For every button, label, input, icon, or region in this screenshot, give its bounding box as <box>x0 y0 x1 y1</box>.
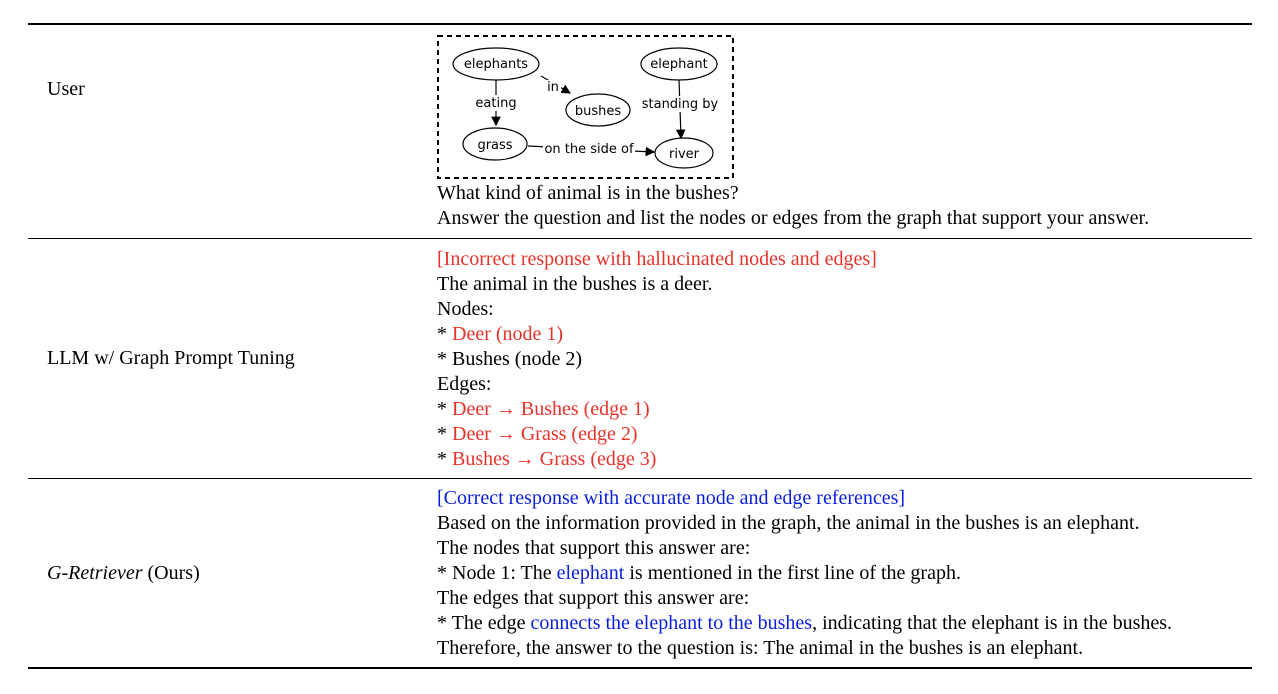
gretriever-line-6: Therefore, the answer to the question is: The animal in the bushes is an elephant. <box>437 637 1084 659</box>
node-elephant <box>641 48 717 80</box>
llm-node-2: * Bushes (node 2) <box>437 348 582 370</box>
llm-edge-2: * Deer → Grass (edge 2) <box>437 423 638 445</box>
gretriever-response <box>437 486 1172 661</box>
row-label-gretriever: G-Retriever (Ours) <box>47 562 200 584</box>
llm-edge-3: * Bushes → Grass (edge 3) <box>437 448 657 470</box>
llm-edges-header: Edges: <box>437 373 492 395</box>
svg-text:bushes: bushes <box>574 104 622 119</box>
llm-node-1: * Deer (node 1) <box>437 323 564 345</box>
node-grass <box>463 128 527 160</box>
node-bushes <box>566 94 630 126</box>
user-question: What kind of animal is in the bushes? <box>437 182 739 204</box>
svg-text:grass: grass <box>477 138 513 153</box>
row-divider-1 <box>28 238 1252 239</box>
edge-label-eating: eating <box>475 96 517 111</box>
llm-response-tag: [Incorrect response with hallucinated nodes and edges] <box>437 248 877 270</box>
gretriever-line-4: The edges that support this answer are: <box>437 587 750 609</box>
gretriever-line-1: Based on the information provided in the graph, the animal in the bushes is an elephant. <box>437 512 1140 534</box>
gretriever-line-2: The nodes that support this answer are: <box>437 537 751 559</box>
svg-text:elephants: elephants <box>463 57 529 72</box>
node-elephants <box>453 48 539 80</box>
llm-answer: The animal in the bushes is a deer. <box>437 273 713 295</box>
node-river <box>655 138 713 168</box>
edge-label-standing-by: standing by <box>641 97 719 112</box>
llm-nodes-header: Nodes: <box>437 298 494 320</box>
scene-graph-figure <box>437 35 734 179</box>
gretriever-response-tag: [Correct response with accurate node and edge references] <box>437 487 906 509</box>
table-top-rule <box>28 23 1252 25</box>
row-divider-2 <box>28 478 1252 479</box>
row-label-user: User <box>47 78 85 100</box>
gretriever-line-3: * Node 1: The elephant is mentioned in the first line of the graph. <box>437 562 961 584</box>
svg-text:river: river <box>669 147 699 162</box>
edge-label-on-the-side-of: on the side of <box>544 142 634 157</box>
llm-response <box>437 247 877 472</box>
table-bottom-rule <box>28 667 1252 669</box>
row-label-llm: LLM w/ Graph Prompt Tuning <box>47 347 295 369</box>
llm-edge-1: * Deer → Bushes (edge 1) <box>437 398 650 420</box>
user-instruction: Answer the question and list the nodes or edges from the graph that support your answer. <box>437 207 1150 229</box>
user-prompt <box>437 181 1149 231</box>
edge-label-in: in <box>547 80 559 95</box>
gretriever-line-5: * The edge connects the elephant to the bushes, indicating that the elephant is in the bushes. <box>437 612 1173 634</box>
svg-text:elephant: elephant <box>650 57 708 72</box>
